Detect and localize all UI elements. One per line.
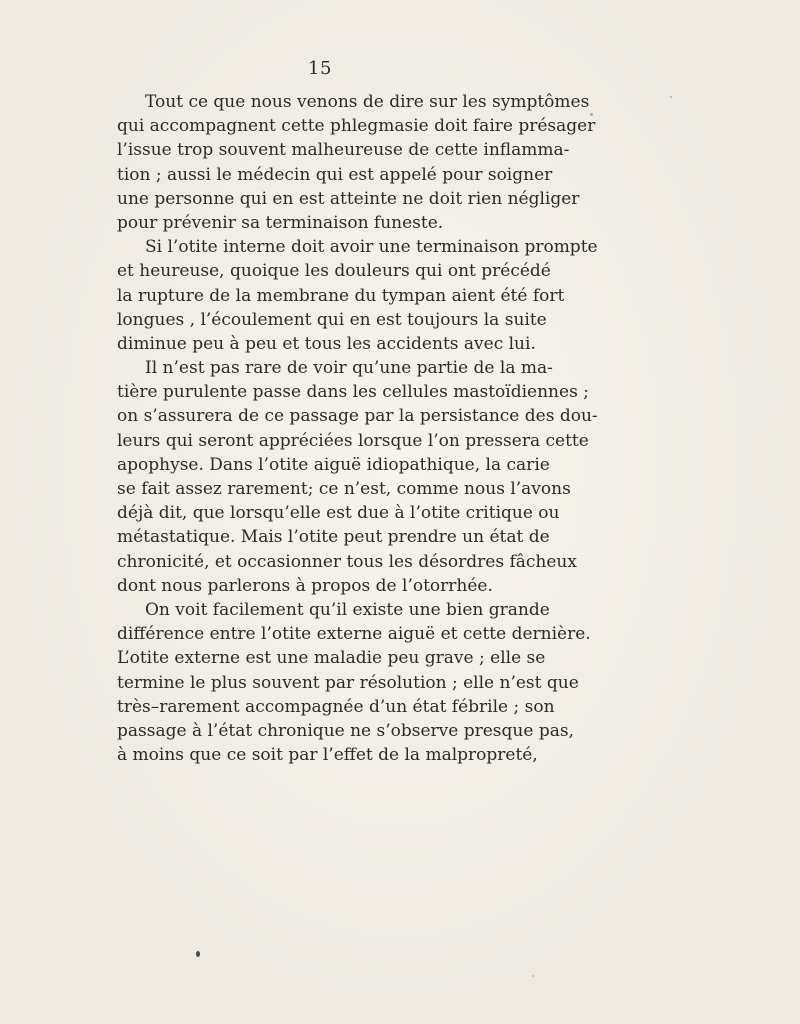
paper-speck <box>670 96 672 98</box>
paper-speck <box>532 975 534 977</box>
text-line: métastatique. Mais l’otite peut prendre un état de <box>117 527 550 548</box>
body-text <box>117 90 598 767</box>
text-line: On voit facilement qu’il existe une bien grande <box>145 599 550 620</box>
text-line: passage à l’état chronique ne s’observe presque pas, <box>117 720 574 741</box>
paper-speck <box>196 951 200 957</box>
text-line: et heureuse, quoique les douleurs qui ont précédé <box>117 261 551 282</box>
text-line: diminue peu à peu et tous les accidents avec lui. <box>117 333 536 354</box>
text-line: se fait assez rarement; ce n’est, comme nous l’avons <box>117 479 571 499</box>
paper-speck <box>590 113 593 116</box>
text-line: pour prévenir sa terminaison funeste. <box>117 212 444 233</box>
text-line: la rupture de la membrane du tympan aient été fort <box>117 285 565 306</box>
text-line: tière purulente passe dans les cellules mastoïdiennes ; <box>117 382 589 403</box>
text-line: une personne qui en est atteinte ne doit rien négliger <box>117 188 580 209</box>
text-line: L’otite externe est une maladie peu grave ; elle se <box>117 648 546 669</box>
text-line: différence entre l’otite externe aiguë et cette dernière. <box>117 624 591 645</box>
text-line: chronicité, et occasionner tous les désordres fâcheux <box>117 551 577 572</box>
text-line: à moins que ce soit par l’effet de la malpropreté, <box>117 745 538 766</box>
text-line: leurs qui seront appréciées lorsque l’on pressera cette <box>117 430 589 451</box>
text-line: très–rarement accompagnée d’un état fébrile ; son <box>117 696 555 717</box>
text-line: l’issue trop souvent malheureuse de cette inflamma- <box>117 140 570 161</box>
text-line: tion ; aussi le médecin qui est appelé pour soigner <box>117 164 553 185</box>
text-line: termine le plus souvent par résolution ; elle n’est que <box>117 672 579 693</box>
text-line: Il n’est pas rare de voir qu’une partie de la ma- <box>145 358 553 379</box>
text-line: longues , l’écoulement qui en est toujours la suite <box>117 309 547 330</box>
text-line: qui accompagnent cette phlegmasie doit faire présager <box>117 116 596 137</box>
page-number: 15 <box>308 58 332 79</box>
text-line: on s’assurera de ce passage par la persistance des dou- <box>117 406 598 427</box>
text-line: Tout ce que nous venons de dire sur les symptômes <box>145 92 590 112</box>
text-line: apophyse. Dans l’otite aiguë idiopathique, la carie <box>117 454 550 475</box>
text-line: dont nous parlerons à propos de l’otorrhée. <box>117 575 493 596</box>
text-line: Si l’otite interne doit avoir une terminaison prompte <box>145 237 598 258</box>
text-line: déjà dit, que lorsqu’elle est due à l’otite critique ou <box>117 503 560 524</box>
